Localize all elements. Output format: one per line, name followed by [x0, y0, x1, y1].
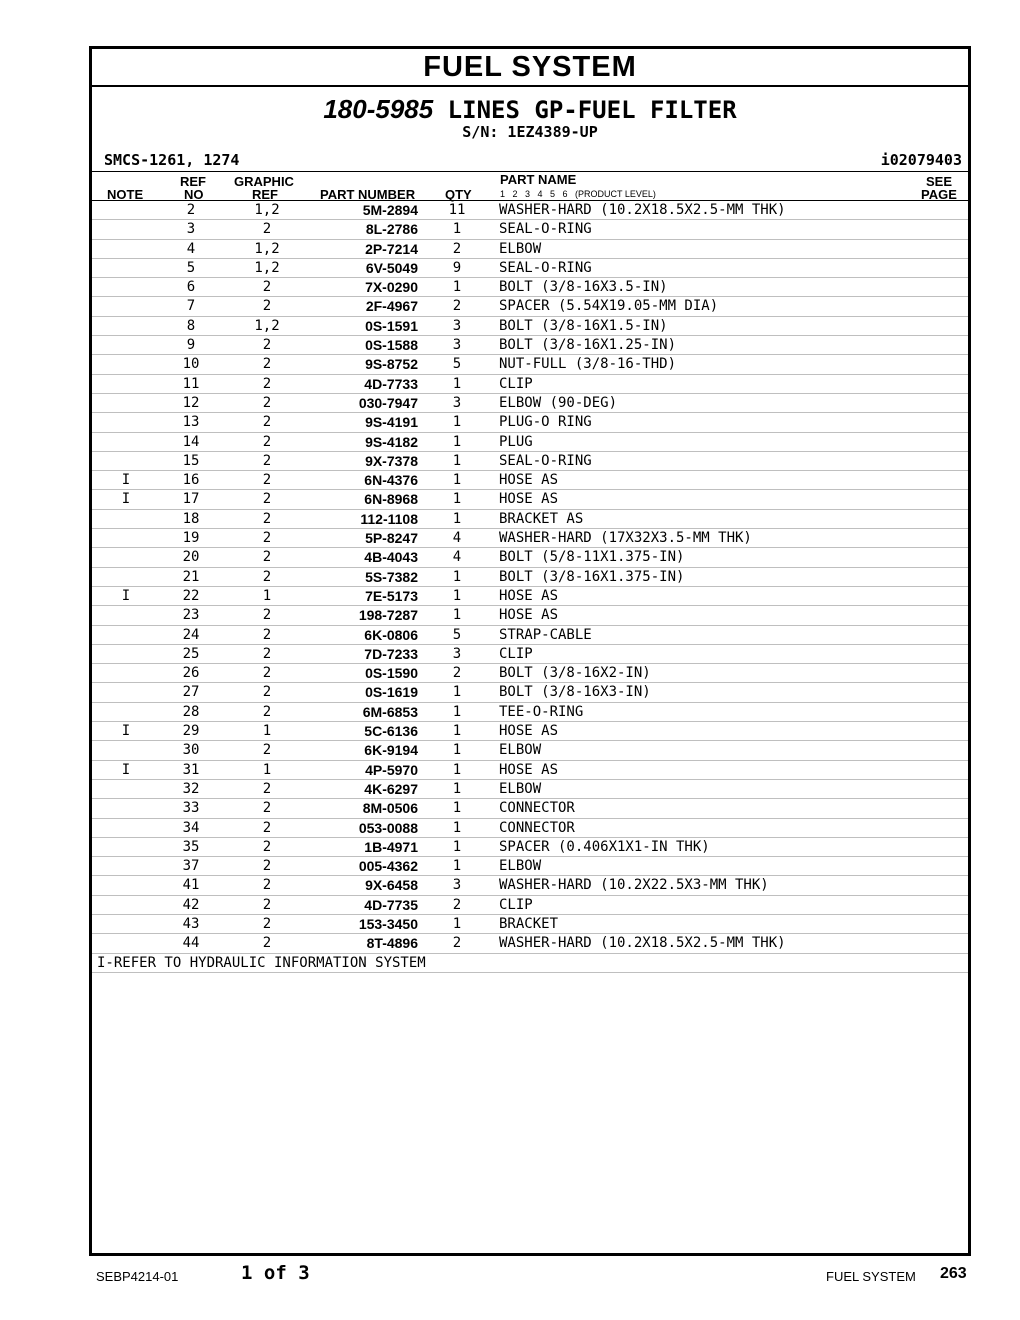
quantity-cell: 1 — [452, 279, 462, 296]
table-row — [92, 297, 968, 316]
part-number-cell: 7D-7233 — [364, 645, 418, 662]
part-name-cell: STRAP-CABLE — [499, 626, 592, 643]
part-name-cell: HOSE AS — [499, 607, 559, 624]
graphic-ref-cell: 2 — [262, 645, 272, 662]
graphic-ref-cell: 2 — [262, 356, 272, 373]
table-row — [92, 819, 968, 838]
part-name-cell: HOSE AS — [499, 472, 559, 489]
graphic-ref-cell: 1,2 — [254, 259, 280, 276]
quantity-cell: 3 — [452, 337, 462, 354]
ref-number-cell: 35 — [182, 838, 200, 855]
quantity-cell: 1 — [452, 607, 462, 624]
part-name-cell: ELBOW (90-DEG) — [499, 394, 618, 411]
graphic-ref-cell: 1,2 — [254, 240, 280, 257]
part-number-cell: 9S-4182 — [365, 433, 418, 450]
part-name-cell: WASHER-HARD (17X32X3.5-MM THK) — [499, 530, 752, 547]
part-name-cell: SEAL-O-RING — [499, 259, 592, 276]
part-number-cell: 7X-0290 — [365, 279, 418, 296]
table-row — [92, 201, 968, 220]
graphic-ref-cell: 2 — [262, 684, 272, 701]
quantity-cell: 2 — [452, 240, 462, 257]
quantity-cell: 1 — [452, 684, 462, 701]
ref-number-cell: 15 — [182, 452, 200, 469]
table-row — [92, 896, 968, 915]
quantity-cell: 1 — [452, 568, 462, 585]
table-row — [92, 741, 968, 760]
table-header — [92, 172, 968, 201]
col-ref-top: REF — [180, 174, 206, 189]
graphic-ref-cell: 2 — [262, 877, 272, 894]
ref-number-cell: 6 — [186, 279, 196, 296]
table-row — [92, 394, 968, 413]
quantity-cell: 1 — [452, 375, 462, 392]
graphic-ref-cell: 2 — [262, 568, 272, 585]
quantity-cell: 1 — [452, 452, 462, 469]
ref-number-cell: 16 — [182, 472, 200, 489]
ref-number-cell: 19 — [182, 530, 200, 547]
part-name-cell: PLUG-O RING — [499, 414, 592, 431]
col-qty: QTY — [445, 187, 472, 202]
quantity-cell: 1 — [452, 703, 462, 720]
part-name-cell: BRACKET — [499, 915, 559, 932]
part-number-cell: 0S-1619 — [365, 684, 418, 701]
graphic-ref-cell: 2 — [262, 915, 272, 932]
part-name-cell: BOLT (3/8-16X3.5-IN) — [499, 279, 668, 296]
table-row — [92, 876, 968, 895]
graphic-ref-cell: 2 — [262, 665, 272, 682]
part-number-cell: 0S-1590 — [365, 665, 418, 682]
graphic-ref-cell: 2 — [262, 530, 272, 547]
ref-number-cell: 13 — [182, 414, 200, 431]
part-number-cell: 6K-0806 — [364, 626, 418, 643]
part-name-cell: PLUG — [499, 433, 533, 450]
table-row — [92, 220, 968, 239]
quantity-cell: 1 — [452, 915, 462, 932]
part-name-cell: BRACKET AS — [499, 510, 584, 527]
graphic-ref-cell: 2 — [262, 896, 272, 913]
quantity-cell: 2 — [452, 665, 462, 682]
part-name-cell: BOLT (5/8-11X1.375-IN) — [499, 549, 685, 566]
part-number-cell: 6K-9194 — [364, 742, 418, 759]
graphic-ref-cell: 2 — [262, 607, 272, 624]
table-row — [92, 645, 968, 664]
ref-number-cell: 9 — [186, 337, 196, 354]
table-row — [92, 375, 968, 394]
table-row — [92, 259, 968, 278]
graphic-ref-cell: 2 — [262, 337, 272, 354]
quantity-cell: 9 — [452, 259, 462, 276]
table-row — [92, 336, 968, 355]
quantity-cell: 3 — [452, 645, 462, 662]
quantity-cell: 3 — [452, 877, 462, 894]
graphic-ref-cell: 2 — [262, 433, 272, 450]
note-cell: I — [121, 587, 131, 604]
quantity-cell: 5 — [452, 626, 462, 643]
table-row — [92, 490, 968, 509]
part-number-cell: 8T-4896 — [366, 935, 418, 952]
part-name-cell: BOLT (3/8-16X1.25-IN) — [499, 337, 677, 354]
table-row — [92, 857, 968, 876]
table-row — [92, 510, 968, 529]
quantity-cell: 1 — [452, 780, 462, 797]
part-name-cell: BOLT (3/8-16X1.375-IN) — [499, 568, 685, 585]
quantity-cell: 1 — [452, 819, 462, 836]
part-number-cell: 198-7287 — [358, 607, 418, 624]
graphic-ref-cell: 2 — [262, 703, 272, 720]
quantity-cell: 1 — [452, 491, 462, 508]
part-number-cell: 153-3450 — [358, 915, 418, 932]
graphic-ref-cell: 2 — [262, 935, 272, 952]
part-number-cell: 4P-5970 — [365, 761, 418, 778]
quantity-cell: 1 — [452, 742, 462, 759]
part-number-cell: 2P-7214 — [365, 240, 418, 257]
quantity-cell: 1 — [452, 587, 462, 604]
quantity-cell: 1 — [452, 800, 462, 817]
graphic-ref-cell: 2 — [262, 780, 272, 797]
part-name-cell: BOLT (3/8-16X2-IN) — [499, 665, 651, 682]
part-number-cell: 4D-7735 — [364, 896, 418, 913]
part-name-cell: HOSE AS — [499, 761, 559, 778]
col-ref-bottom: NO — [184, 187, 204, 202]
part-number-cell: 7E-5173 — [365, 587, 418, 604]
table-row — [92, 915, 968, 934]
part-number-cell: 112-1108 — [360, 510, 418, 527]
parts-table-body — [92, 201, 968, 954]
graphic-ref-cell: 2 — [262, 375, 272, 392]
part-name-cell: BOLT (3/8-16X1.5-IN) — [499, 317, 668, 334]
graphic-ref-cell: 2 — [262, 858, 272, 875]
part-number-cell: 005-4362 — [358, 858, 418, 875]
part-name-cell: WASHER-HARD (10.2X18.5X2.5-MM THK) — [499, 935, 786, 952]
ref-number-cell: 41 — [182, 877, 200, 894]
ref-number-cell: 10 — [182, 356, 200, 373]
table-row — [92, 703, 968, 722]
part-number-cell: 2F-4967 — [365, 298, 418, 315]
page-of: 1 of 3 — [241, 1262, 310, 1284]
table-row — [92, 838, 968, 857]
part-number-cell: 8M-0506 — [362, 800, 418, 817]
quantity-cell: 5 — [452, 356, 462, 373]
part-name-cell: ELBOW — [499, 780, 542, 797]
part-number-cell: 9X-6458 — [365, 877, 418, 894]
col-graphic-bottom: REF — [252, 187, 278, 202]
quantity-cell: 3 — [452, 394, 462, 411]
document-number: SEBP4214-01 — [96, 1269, 179, 1284]
smcs-row — [92, 149, 968, 172]
ref-number-cell: 20 — [182, 549, 200, 566]
ref-number-cell: 8 — [186, 317, 196, 334]
part-name-cell: SPACER (5.54X19.05-MM DIA) — [499, 298, 719, 315]
table-row — [92, 761, 968, 780]
ref-number-cell: 26 — [182, 665, 200, 682]
quantity-cell: 2 — [452, 935, 462, 952]
graphic-ref-cell: 2 — [262, 838, 272, 855]
part-name-cell: HOSE AS — [499, 587, 559, 604]
note-cell: I — [121, 761, 131, 778]
ref-number-cell: 34 — [182, 819, 200, 836]
section-title: FUEL SYSTEM — [92, 49, 968, 87]
table-row — [92, 355, 968, 374]
quantity-cell: 4 — [452, 549, 462, 566]
quantity-cell: 3 — [452, 317, 462, 334]
part-name-cell: CONNECTOR — [499, 800, 575, 817]
graphic-ref-cell: 1 — [262, 723, 272, 740]
note-cell: I — [121, 491, 131, 508]
ref-number-cell: 25 — [182, 645, 200, 662]
ref-number-cell: 31 — [182, 761, 200, 778]
ref-number-cell: 11 — [182, 375, 200, 392]
ref-number-cell: 32 — [182, 780, 200, 797]
ref-number-cell: 33 — [182, 800, 200, 817]
part-name-cell: ELBOW — [499, 858, 542, 875]
ref-number-cell: 21 — [182, 568, 200, 585]
part-number-cell: 0S-1588 — [365, 337, 418, 354]
ref-number-cell: 30 — [182, 742, 200, 759]
ref-number-cell: 5 — [186, 259, 196, 276]
graphic-ref-cell: 2 — [262, 491, 272, 508]
footnote: I-REFER TO HYDRAULIC INFORMATION SYSTEM — [92, 954, 968, 973]
part-name-cell: HOSE AS — [499, 491, 559, 508]
part-number-cell: 6V-5049 — [365, 259, 418, 276]
part-number-cell: 5M-2894 — [362, 202, 418, 218]
ref-number-cell: 44 — [182, 935, 200, 952]
part-name-cell: ELBOW — [499, 240, 542, 257]
graphic-ref-cell: 1 — [262, 587, 272, 604]
ref-number-cell: 43 — [182, 915, 200, 932]
part-name-cell: ELBOW — [499, 742, 542, 759]
quantity-cell: 2 — [452, 896, 462, 913]
serial-number-range: S/N: 1EZ4389-UP — [462, 123, 598, 141]
col-graphic-top: GRAPHIC — [234, 174, 294, 189]
graphic-ref-cell: 2 — [262, 279, 272, 296]
graphic-ref-cell: 2 — [262, 394, 272, 411]
part-number-cell: 053-0088 — [358, 819, 418, 836]
quantity-cell: 1 — [452, 414, 462, 431]
group-name: LINES GP-FUEL FILTER — [447, 96, 737, 124]
table-row — [92, 626, 968, 645]
table-row — [92, 722, 968, 741]
quantity-cell: 11 — [448, 202, 466, 218]
ref-number-cell: 4 — [186, 240, 196, 257]
group-title — [92, 95, 968, 123]
col-part-number: PART NUMBER — [320, 187, 416, 202]
table-row — [92, 278, 968, 297]
table-row — [92, 471, 968, 490]
graphic-ref-cell: 2 — [262, 221, 272, 238]
col-note: NOTE — [107, 187, 144, 202]
col-see-bottom: PAGE — [921, 187, 957, 202]
part-number-cell: 4K-6297 — [364, 780, 418, 797]
part-name-cell: WASHER-HARD (10.2X22.5X3-MM THK) — [499, 877, 769, 894]
smcs-codes: SMCS-1261, 1274 — [104, 151, 240, 169]
graphic-ref-cell: 2 — [262, 626, 272, 643]
table-row — [92, 240, 968, 259]
graphic-ref-cell: 2 — [262, 549, 272, 566]
part-name-cell: TEE-O-RING — [499, 703, 584, 720]
part-name-cell: CONNECTOR — [499, 819, 575, 836]
quantity-cell: 1 — [452, 838, 462, 855]
part-name-cell: SEAL-O-RING — [499, 452, 592, 469]
ref-number-cell: 7 — [186, 298, 196, 315]
ref-number-cell: 3 — [186, 221, 196, 238]
page-footer — [0, 1262, 1020, 1292]
graphic-ref-cell: 2 — [262, 742, 272, 759]
part-number-cell: 9X-7378 — [365, 452, 418, 469]
table-row — [92, 548, 968, 567]
part-name-cell: BOLT (3/8-16X3-IN) — [499, 684, 651, 701]
graphic-ref-cell: 1,2 — [254, 202, 280, 218]
note-cell: I — [121, 723, 131, 740]
part-number-cell: 1B-4971 — [364, 838, 418, 855]
ref-number-cell: 2 — [186, 202, 196, 218]
table-row — [92, 934, 968, 953]
col-product-level: 1 2 3 4 5 6 (PRODUCT LEVEL) — [500, 189, 656, 199]
table-row — [92, 683, 968, 702]
table-row — [92, 799, 968, 818]
quantity-cell: 1 — [452, 858, 462, 875]
table-row — [92, 317, 968, 336]
col-see-top: SEE — [926, 174, 953, 189]
part-number-cell: 4D-7733 — [364, 375, 418, 392]
quantity-cell: 1 — [452, 433, 462, 450]
part-name-cell: CLIP — [499, 645, 533, 662]
part-number-cell: 6M-6853 — [362, 703, 418, 720]
table-row — [92, 606, 968, 625]
table-row — [92, 529, 968, 548]
graphic-ref-cell: 2 — [262, 472, 272, 489]
ref-number-cell: 12 — [182, 394, 200, 411]
illustration-id: i02079403 — [880, 151, 962, 169]
part-name-cell: HOSE AS — [499, 723, 559, 740]
part-name-cell: SEAL-O-RING — [499, 221, 592, 238]
table-row — [92, 433, 968, 452]
ref-number-cell: 14 — [182, 433, 200, 450]
part-name-cell: NUT-FULL (3/8-16-THD) — [499, 356, 677, 373]
ref-number-cell: 29 — [182, 723, 200, 740]
graphic-ref-cell: 1 — [262, 761, 272, 778]
quantity-cell: 1 — [452, 723, 462, 740]
ref-number-cell: 22 — [182, 587, 200, 604]
part-number-cell: 8L-2786 — [365, 221, 418, 238]
table-row — [92, 452, 968, 471]
part-name-cell: SPACER (0.406X1X1-IN THK) — [499, 838, 710, 855]
ref-number-cell: 37 — [182, 858, 200, 875]
table-row — [92, 587, 968, 606]
quantity-cell: 1 — [452, 510, 462, 527]
part-number-cell: 9S-4191 — [365, 414, 418, 431]
ref-number-cell: 42 — [182, 896, 200, 913]
part-name-cell: CLIP — [499, 375, 533, 392]
graphic-ref-cell: 2 — [262, 298, 272, 315]
part-number-cell: 030-7947 — [358, 394, 418, 411]
quantity-cell: 2 — [452, 298, 462, 315]
part-number-cell: 6N-4376 — [364, 472, 418, 489]
quantity-cell: 1 — [452, 761, 462, 778]
graphic-ref-cell: 1,2 — [254, 317, 280, 334]
part-number-cell: 5C-6136 — [364, 723, 418, 740]
table-row — [92, 413, 968, 432]
quantity-cell: 4 — [452, 530, 462, 547]
note-cell: I — [121, 472, 131, 489]
table-row — [92, 664, 968, 683]
col-part-name: PART NAME — [500, 172, 577, 187]
parts-list-frame — [89, 46, 971, 1256]
graphic-ref-cell: 2 — [262, 510, 272, 527]
table-row — [92, 568, 968, 587]
part-name-cell: CLIP — [499, 896, 533, 913]
ref-number-cell: 24 — [182, 626, 200, 643]
part-number-cell: 9S-8752 — [365, 356, 418, 373]
graphic-ref-cell: 2 — [262, 800, 272, 817]
group-number: 180-5985 — [323, 94, 434, 124]
part-number-cell: 0S-1591 — [365, 317, 418, 334]
quantity-cell: 1 — [452, 472, 462, 489]
ref-number-cell: 18 — [182, 510, 200, 527]
part-number-cell: 5P-8247 — [365, 530, 418, 547]
footer-section: FUEL SYSTEM — [826, 1269, 916, 1284]
part-number-cell: 5S-7382 — [365, 568, 418, 585]
table-row — [92, 780, 968, 799]
graphic-ref-cell: 2 — [262, 414, 272, 431]
part-number-cell: 4B-4043 — [364, 549, 418, 566]
ref-number-cell: 27 — [182, 684, 200, 701]
graphic-ref-cell: 2 — [262, 819, 272, 836]
ref-number-cell: 17 — [182, 491, 200, 508]
page-number: 263 — [940, 1265, 967, 1282]
quantity-cell: 1 — [452, 221, 462, 238]
part-number-cell: 6N-8968 — [364, 491, 418, 508]
ref-number-cell: 28 — [182, 703, 200, 720]
part-name-cell: WASHER-HARD (10.2X18.5X2.5-MM THK) — [499, 202, 786, 218]
graphic-ref-cell: 2 — [262, 452, 272, 469]
ref-number-cell: 23 — [182, 607, 200, 624]
